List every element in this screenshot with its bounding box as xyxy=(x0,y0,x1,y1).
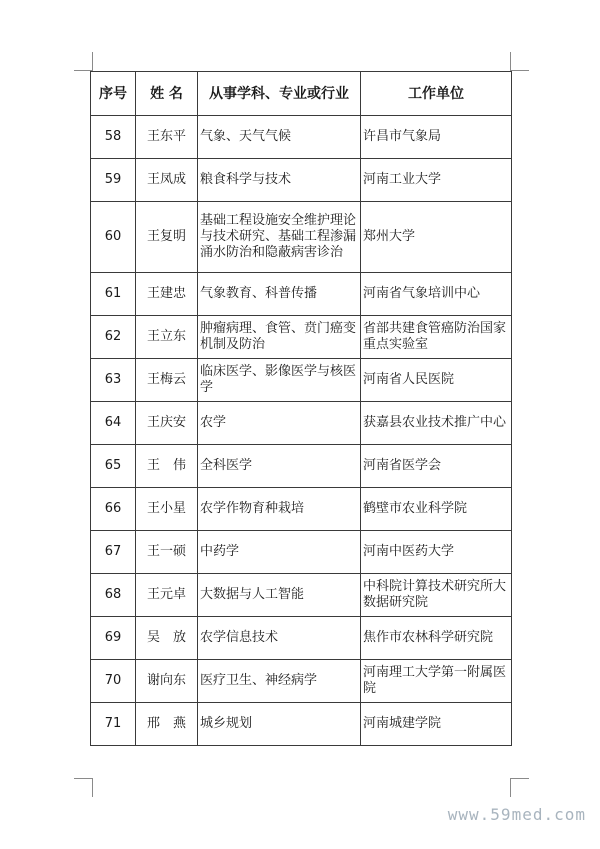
row-unit: 获嘉县农业技术推广中心 xyxy=(361,402,512,445)
table-row xyxy=(91,116,512,159)
table-body xyxy=(91,116,512,746)
header-name: 姓 名 xyxy=(136,72,198,116)
row-serial: 58 xyxy=(91,116,136,159)
row-serial: 69 xyxy=(91,617,136,660)
crop-mark-bottom-right xyxy=(510,778,529,797)
row-name: 王元卓 xyxy=(136,574,198,617)
row-unit: 焦作市农林科学研究院 xyxy=(361,617,512,660)
row-serial: 64 xyxy=(91,402,136,445)
row-field: 临床医学、影像医学与核医学 xyxy=(198,359,361,402)
row-name: 王复明 xyxy=(136,202,198,273)
header-unit: 工作单位 xyxy=(361,72,512,116)
row-field: 中药学 xyxy=(198,531,361,574)
table-row xyxy=(91,488,512,531)
row-unit: 许昌市气象局 xyxy=(361,116,512,159)
row-field: 全科医学 xyxy=(198,445,361,488)
table-row xyxy=(91,660,512,703)
row-serial: 63 xyxy=(91,359,136,402)
row-name: 王梅云 xyxy=(136,359,198,402)
row-name: 吴 放 xyxy=(136,617,198,660)
row-unit: 河南省人民医院 xyxy=(361,359,512,402)
row-name: 王建忠 xyxy=(136,273,198,316)
table-row xyxy=(91,273,512,316)
row-serial: 60 xyxy=(91,202,136,273)
table-row xyxy=(91,703,512,746)
row-field: 农学 xyxy=(198,402,361,445)
table-row xyxy=(91,445,512,488)
row-field: 大数据与人工智能 xyxy=(198,574,361,617)
row-field: 农学作物育种栽培 xyxy=(198,488,361,531)
row-field: 粮食科学与技术 xyxy=(198,159,361,202)
row-name: 谢向东 xyxy=(136,660,198,703)
table-row xyxy=(91,574,512,617)
row-serial: 67 xyxy=(91,531,136,574)
row-name: 王立东 xyxy=(136,316,198,359)
crop-mark-top-left xyxy=(74,52,93,71)
row-name: 王庆安 xyxy=(136,402,198,445)
row-serial: 70 xyxy=(91,660,136,703)
row-field: 气象、天气气候 xyxy=(198,116,361,159)
row-name: 王小星 xyxy=(136,488,198,531)
table-row xyxy=(91,617,512,660)
table-row xyxy=(91,402,512,445)
site-watermark: www.59med.com xyxy=(447,805,586,824)
table-row xyxy=(91,316,512,359)
crop-mark-bottom-left xyxy=(74,778,93,797)
row-unit: 河南省气象培训中心 xyxy=(361,273,512,316)
row-serial: 62 xyxy=(91,316,136,359)
row-unit: 河南城建学院 xyxy=(361,703,512,746)
row-unit: 省部共建食管癌防治国家重点实验室 xyxy=(361,316,512,359)
row-name: 王 伟 xyxy=(136,445,198,488)
header-serial: 序号 xyxy=(91,72,136,116)
row-unit: 河南工业大学 xyxy=(361,159,512,202)
row-serial: 59 xyxy=(91,159,136,202)
table-row xyxy=(91,202,512,273)
row-field: 肿瘤病理、食管、贲门癌变机制及防治 xyxy=(198,316,361,359)
row-unit: 鹤壁市农业科学院 xyxy=(361,488,512,531)
row-unit: 河南理工大学第一附属医院 xyxy=(361,660,512,703)
header-field: 从事学科、专业或行业 xyxy=(198,72,361,116)
table-row xyxy=(91,359,512,402)
row-unit: 河南中医药大学 xyxy=(361,531,512,574)
row-unit: 中科院计算技术研究所大数据研究院 xyxy=(361,574,512,617)
row-field: 基础工程设施安全维护理论与技术研究、基础工程渗漏涌水防治和隐蔽病害诊治 xyxy=(198,202,361,273)
row-field: 城乡规划 xyxy=(198,703,361,746)
row-unit: 郑州大学 xyxy=(361,202,512,273)
row-name: 王一硕 xyxy=(136,531,198,574)
row-name: 王东平 xyxy=(136,116,198,159)
row-name: 邢 燕 xyxy=(136,703,198,746)
row-field: 农学信息技术 xyxy=(198,617,361,660)
row-unit: 河南省医学会 xyxy=(361,445,512,488)
row-serial: 61 xyxy=(91,273,136,316)
row-serial: 71 xyxy=(91,703,136,746)
row-name: 王凤成 xyxy=(136,159,198,202)
table-row xyxy=(91,159,512,202)
table-row xyxy=(91,531,512,574)
row-field: 气象教育、科普传播 xyxy=(198,273,361,316)
row-field: 医疗卫生、神经病学 xyxy=(198,660,361,703)
member-table xyxy=(90,71,512,746)
header-row xyxy=(91,72,512,116)
row-serial: 68 xyxy=(91,574,136,617)
crop-mark-top-right xyxy=(510,52,529,71)
row-serial: 66 xyxy=(91,488,136,531)
row-serial: 65 xyxy=(91,445,136,488)
